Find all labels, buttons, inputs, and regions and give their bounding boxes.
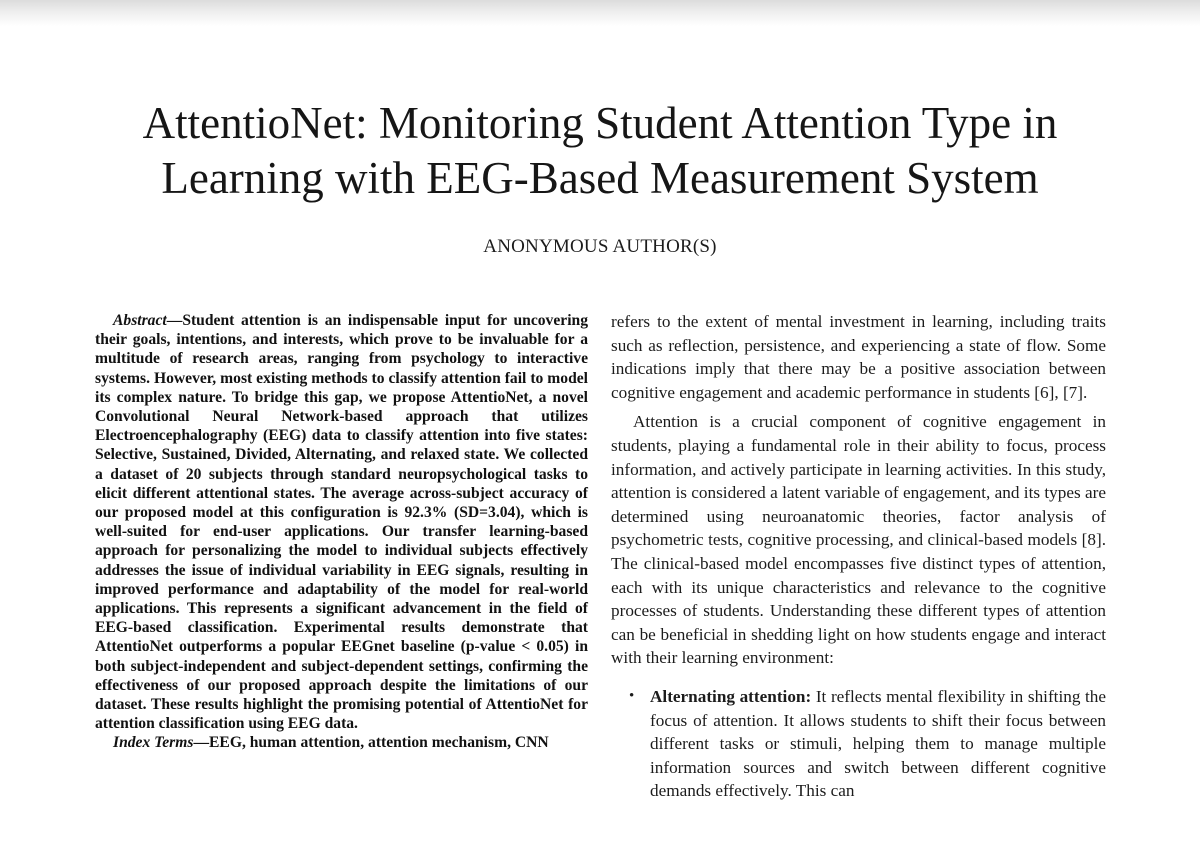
paper-title xyxy=(0,96,1200,206)
index-terms-dash: — xyxy=(193,734,210,752)
abstract-text: Student attention is an indispensable input for uncovering their goals, intentions, and interests, which prove to be invaluable for a multitude of research areas, ranging from psychology to interactive systems. However, most existing methods to classify attention fail to model its complex nature. To bridge this gap, we propose AttentioNet, a novel Convolutional Neural Network-based approach that utilizes Electroencephalography (EEG) data to classify attention into five states: Selective, Sustained, Divided, Alternating, and relaxed state. We collected a dataset of 20 subjects through standard neuropsychological tasks to elicit different attentional states. The average across-subject accuracy of our proposed model at this configuration is 92.3% (SD=3.04), which is well-suited for end-user applications. Our transfer learning-based approach for personalizing the model to individual subjects effectively addresses the issue of individual variability in EEG signals, resulting in improved performance and adaptability of the model for real-world applications. This represents a significant advancement in the field of EEG-based classification. Experimental results demonstrate that AttentioNet outperforms a popular EEGnet baseline (p-value < 0.05) in both subject-independent and subject-dependent settings, confirming the effectiveness of our proposed approach despite the limitations of our dataset. These results highlight the promising potential of AttentioNet for attention classification using EEG data. xyxy=(95,312,588,733)
index-terms-text: EEG, human attention, attention mechanism, CNN xyxy=(209,734,549,752)
right-column xyxy=(611,310,1106,803)
viewer-top-shadow xyxy=(0,0,1200,26)
body-paragraph-1: refers to the extent of mental investment in learning, including traits such as reflection, persistence, and experiencing a state of flow. Some indications imply that there may be a positive association between cognitive engagement and academic performance in students [6], [7]. xyxy=(611,312,1106,402)
paper-title-line-2: Learning with EEG-Based Measurement System xyxy=(161,153,1039,203)
index-terms-label: Index Terms xyxy=(113,734,194,752)
abstract-dash: — xyxy=(166,312,183,329)
paper-title-line-1: AttentioNet: Monitoring Student Attention Type in xyxy=(142,98,1058,148)
list-item-text: It reflects mental flexibility in shifting the focus of attention. It allows students to shift their focus between different tasks or stimuli, helping them to manage multiple information sources and switch between different cognitive demands effectively. This can xyxy=(650,686,1107,801)
body-paragraph-2: Attention is a crucial component of cognitive engagement in students, playing a fundamental role in their ability to focus, process information, and actively participate in learning activities. In this study, attention is considered a latent variable of engagement, and its types are determined using neuroanatomic theories, factor analysis of psychometric tests, cognitive processing, and clinical-based models [8]. The clinical-based model encompasses five distinct types of attention, each with its unique characteristics and relevance to the cognitive processes of students. Understanding these different types of attention can be beneficial in shedding light on how students engage and interact with their learning environment: xyxy=(611,412,1106,668)
attention-types-list xyxy=(611,685,1106,803)
abstract-label: Abstract xyxy=(113,312,167,329)
list-item xyxy=(629,685,1107,803)
bullet-icon: • xyxy=(629,687,635,704)
left-column xyxy=(95,311,588,753)
abstract-paragraph xyxy=(95,311,588,733)
list-item-term: Alternating attention: xyxy=(650,686,812,706)
paper-authors: ANONYMOUS AUTHOR(S) xyxy=(483,236,717,257)
index-terms-paragraph xyxy=(95,733,588,752)
